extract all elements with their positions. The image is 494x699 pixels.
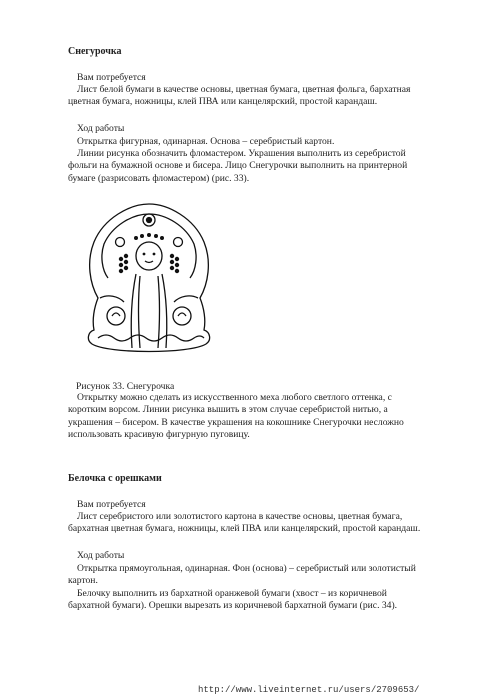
work-paragraph-1: Открытка фигурная, одинарная. Основа – серебристый картон. xyxy=(77,136,335,147)
section-title-belochka: Белочка с орешками xyxy=(68,473,162,484)
figure-caption: Рисунок 33. Снегурочка xyxy=(76,380,175,392)
needs-text-2: Лист серебристого или золотистого картона в качестве основы, цветная бумага, бархатная цветная бумага, ножницы, клей ПВА или канцелярский, простой карандаш. xyxy=(68,511,421,535)
work-heading: Ход работы xyxy=(77,123,125,134)
footer-url: http://www.liveinternet.ru/users/2709653/ xyxy=(198,685,420,695)
note-paragraph: Открытку можно сделать из искусственного меха любого светлого оттенка, с коротким ворсом. Линии рисунка вышить в этом случае серебристой нитью, а украшения – бисером. В качестве украшения на кокошнике Снегурочки несложно использовать красивую фигурную пуговицу. xyxy=(68,392,404,441)
snegurochka-illustration xyxy=(78,198,220,366)
needs-heading-2: Вам потребуется xyxy=(77,499,146,510)
needs-text: Лист белой бумаги в качестве основы, цветная бумага, цветная фольга, бархатная цветная бумага, ножницы, клей ПВА или канцелярский, простой карандаш. xyxy=(68,84,411,108)
work-paragraph-2-1: Открытка прямоугольная, одинарная. Фон (основа) – серебристый или золотистый картон. xyxy=(68,563,416,587)
work-paragraph-2: Линии рисунка обозначить фломастером. Украшения выполнить из серебристой фольги на бумажной основе и бисера. Лицо Снегурочки выполнить на принтерной бумаге (разрисовать фломастером) (рис. 33). xyxy=(68,148,408,184)
work-paragraph-2-2: Белочку выполнить из бархатной оранжевой бумаги (хвост – из коричневой бархатной бумаги). Орешки вырезать из коричневой бархатной бумаги (рис. 34). xyxy=(68,588,398,612)
work-heading-2: Ход работы xyxy=(77,550,125,561)
needs-heading: Вам потребуется xyxy=(77,72,146,83)
section-title-snegurochka: Снегурочка xyxy=(68,46,122,57)
